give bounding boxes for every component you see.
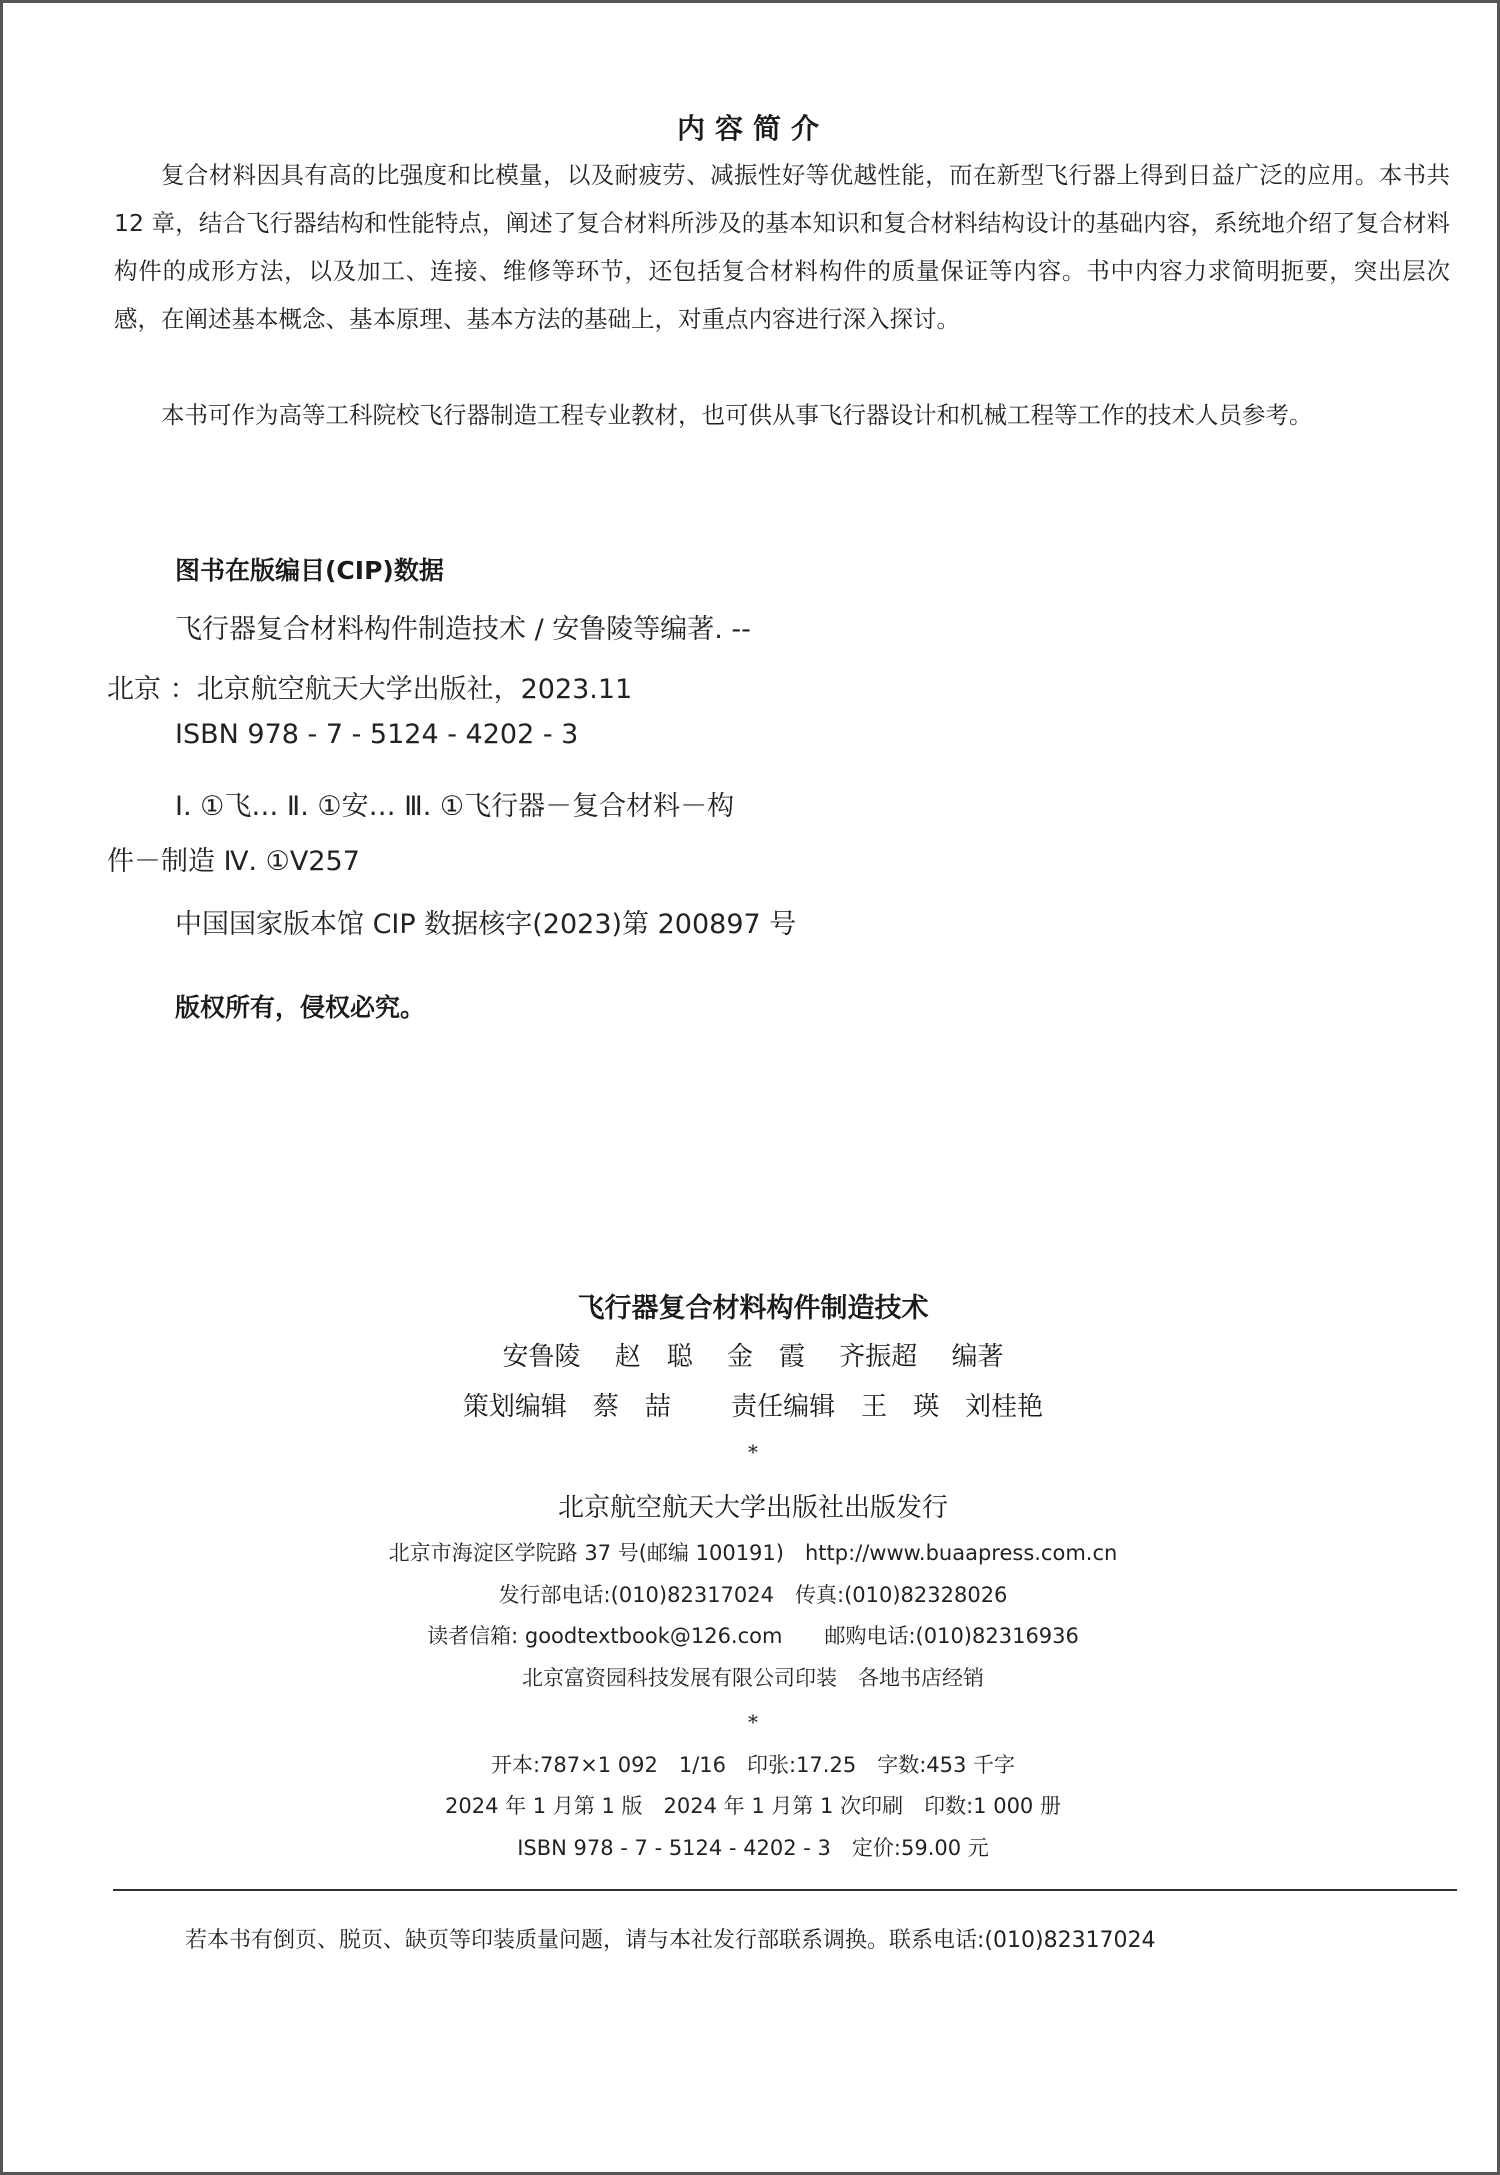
cip-line-isbn: ISBN 978 - 7 - 5124 - 4202 - 3 — [175, 719, 579, 750]
cip-line-record-number: 中国国家版本馆 CIP 数据核字(2023)第 200897 号 — [175, 909, 797, 940]
separator-star: * — [748, 1440, 758, 1464]
colophon-isbn-price: ISBN 978 - 7 - 5124 - 4202 - 3 定价:59.00 元 — [517, 1836, 989, 1860]
colophon-specs: 开本:787×1 092 1/16 印张:17.25 字数:453 千字 — [490, 1753, 1016, 1777]
colophon-printer: 北京富资园科技发展有限公司印装 各地书店经销 — [522, 1666, 984, 1690]
colophon-edition: 2024 年 1 月第 1 版 2024 年 1 月第 1 次印刷 印数:1 000 册 — [445, 1794, 1061, 1818]
colophon-address: 北京市海淀区学院路 37 号(邮编 100191) http://www.buaapress.com.cn — [388, 1541, 1118, 1565]
colophon-reader-contact: 读者信箱: goodtextbook@126.com 邮购电话:(010)82316936 — [427, 1624, 1079, 1648]
footer-quality-notice: 若本书有倒页、脱页、缺页等印装质量问题，请与本社发行部联系调换。联系电话:(010)82317024 — [185, 1928, 1156, 1953]
colophon-phones: 发行部电话:(010)82317024 传真:(010)82328026 — [498, 1583, 1008, 1607]
cip-line-classification-cont: 件－制造 Ⅳ. ①V257 — [107, 846, 360, 877]
colophon-book-title: 飞行器复合材料构件制造技术 — [577, 1293, 929, 1324]
cip-line-title: 飞行器复合材料构件制造技术 / 安鲁陵等编著. -- — [175, 614, 751, 645]
cip-line-classification: Ⅰ. ①飞… Ⅱ. ①安… Ⅲ. ①飞行器－复合材料－构 — [175, 791, 735, 822]
cip-heading: 图书在版编目(CIP)数据 — [175, 556, 444, 585]
colophon-authors: 安鲁陵 赵 聪 金 霞 齐振超 编著 — [502, 1342, 1004, 1372]
separator-star-2: * — [748, 1710, 758, 1734]
colophon-publisher: 北京航空航天大学出版社出版发行 — [557, 1493, 948, 1523]
section-title: 内容简介 — [676, 112, 829, 145]
intro-paragraph-2: 本书可作为高等工科院校飞行器制造工程专业教材，也可供从事飞行器设计和机械工程等工作的技术人员参考。 — [161, 401, 1313, 429]
copyright-notice: 版权所有，侵权必究。 — [175, 993, 426, 1022]
divider-line — [113, 1889, 1457, 1891]
intro-paragraph-1: 复合材料因具有高的比强度和比模量，以及耐疲劳、减振性好等优越性能，而在新型飞行器上得到日益广泛的应用。本书共 12 章，结合飞行器结构和性能特点，阐述了复合材料所涉及的基本知识和复合材料结构设计的基础内容，系统地介绍了复合材料构件的成形方法，以及加工、连接、维修等环节，还包括复合材料构件的质量保证等内容。书中内容力求简明扼要，突出层次感，在阐述基本概念、基本原理、基本方法的基础上，对重点内容进行深入探讨。 — [114, 161, 1450, 333]
cip-line-publisher: 北京 ：北京航空航天大学出版社，2023.11 — [107, 674, 633, 705]
colophon-editors: 策划编辑 蔡 喆 责任编辑 王 瑛 刘桂艳 — [462, 1392, 1044, 1422]
